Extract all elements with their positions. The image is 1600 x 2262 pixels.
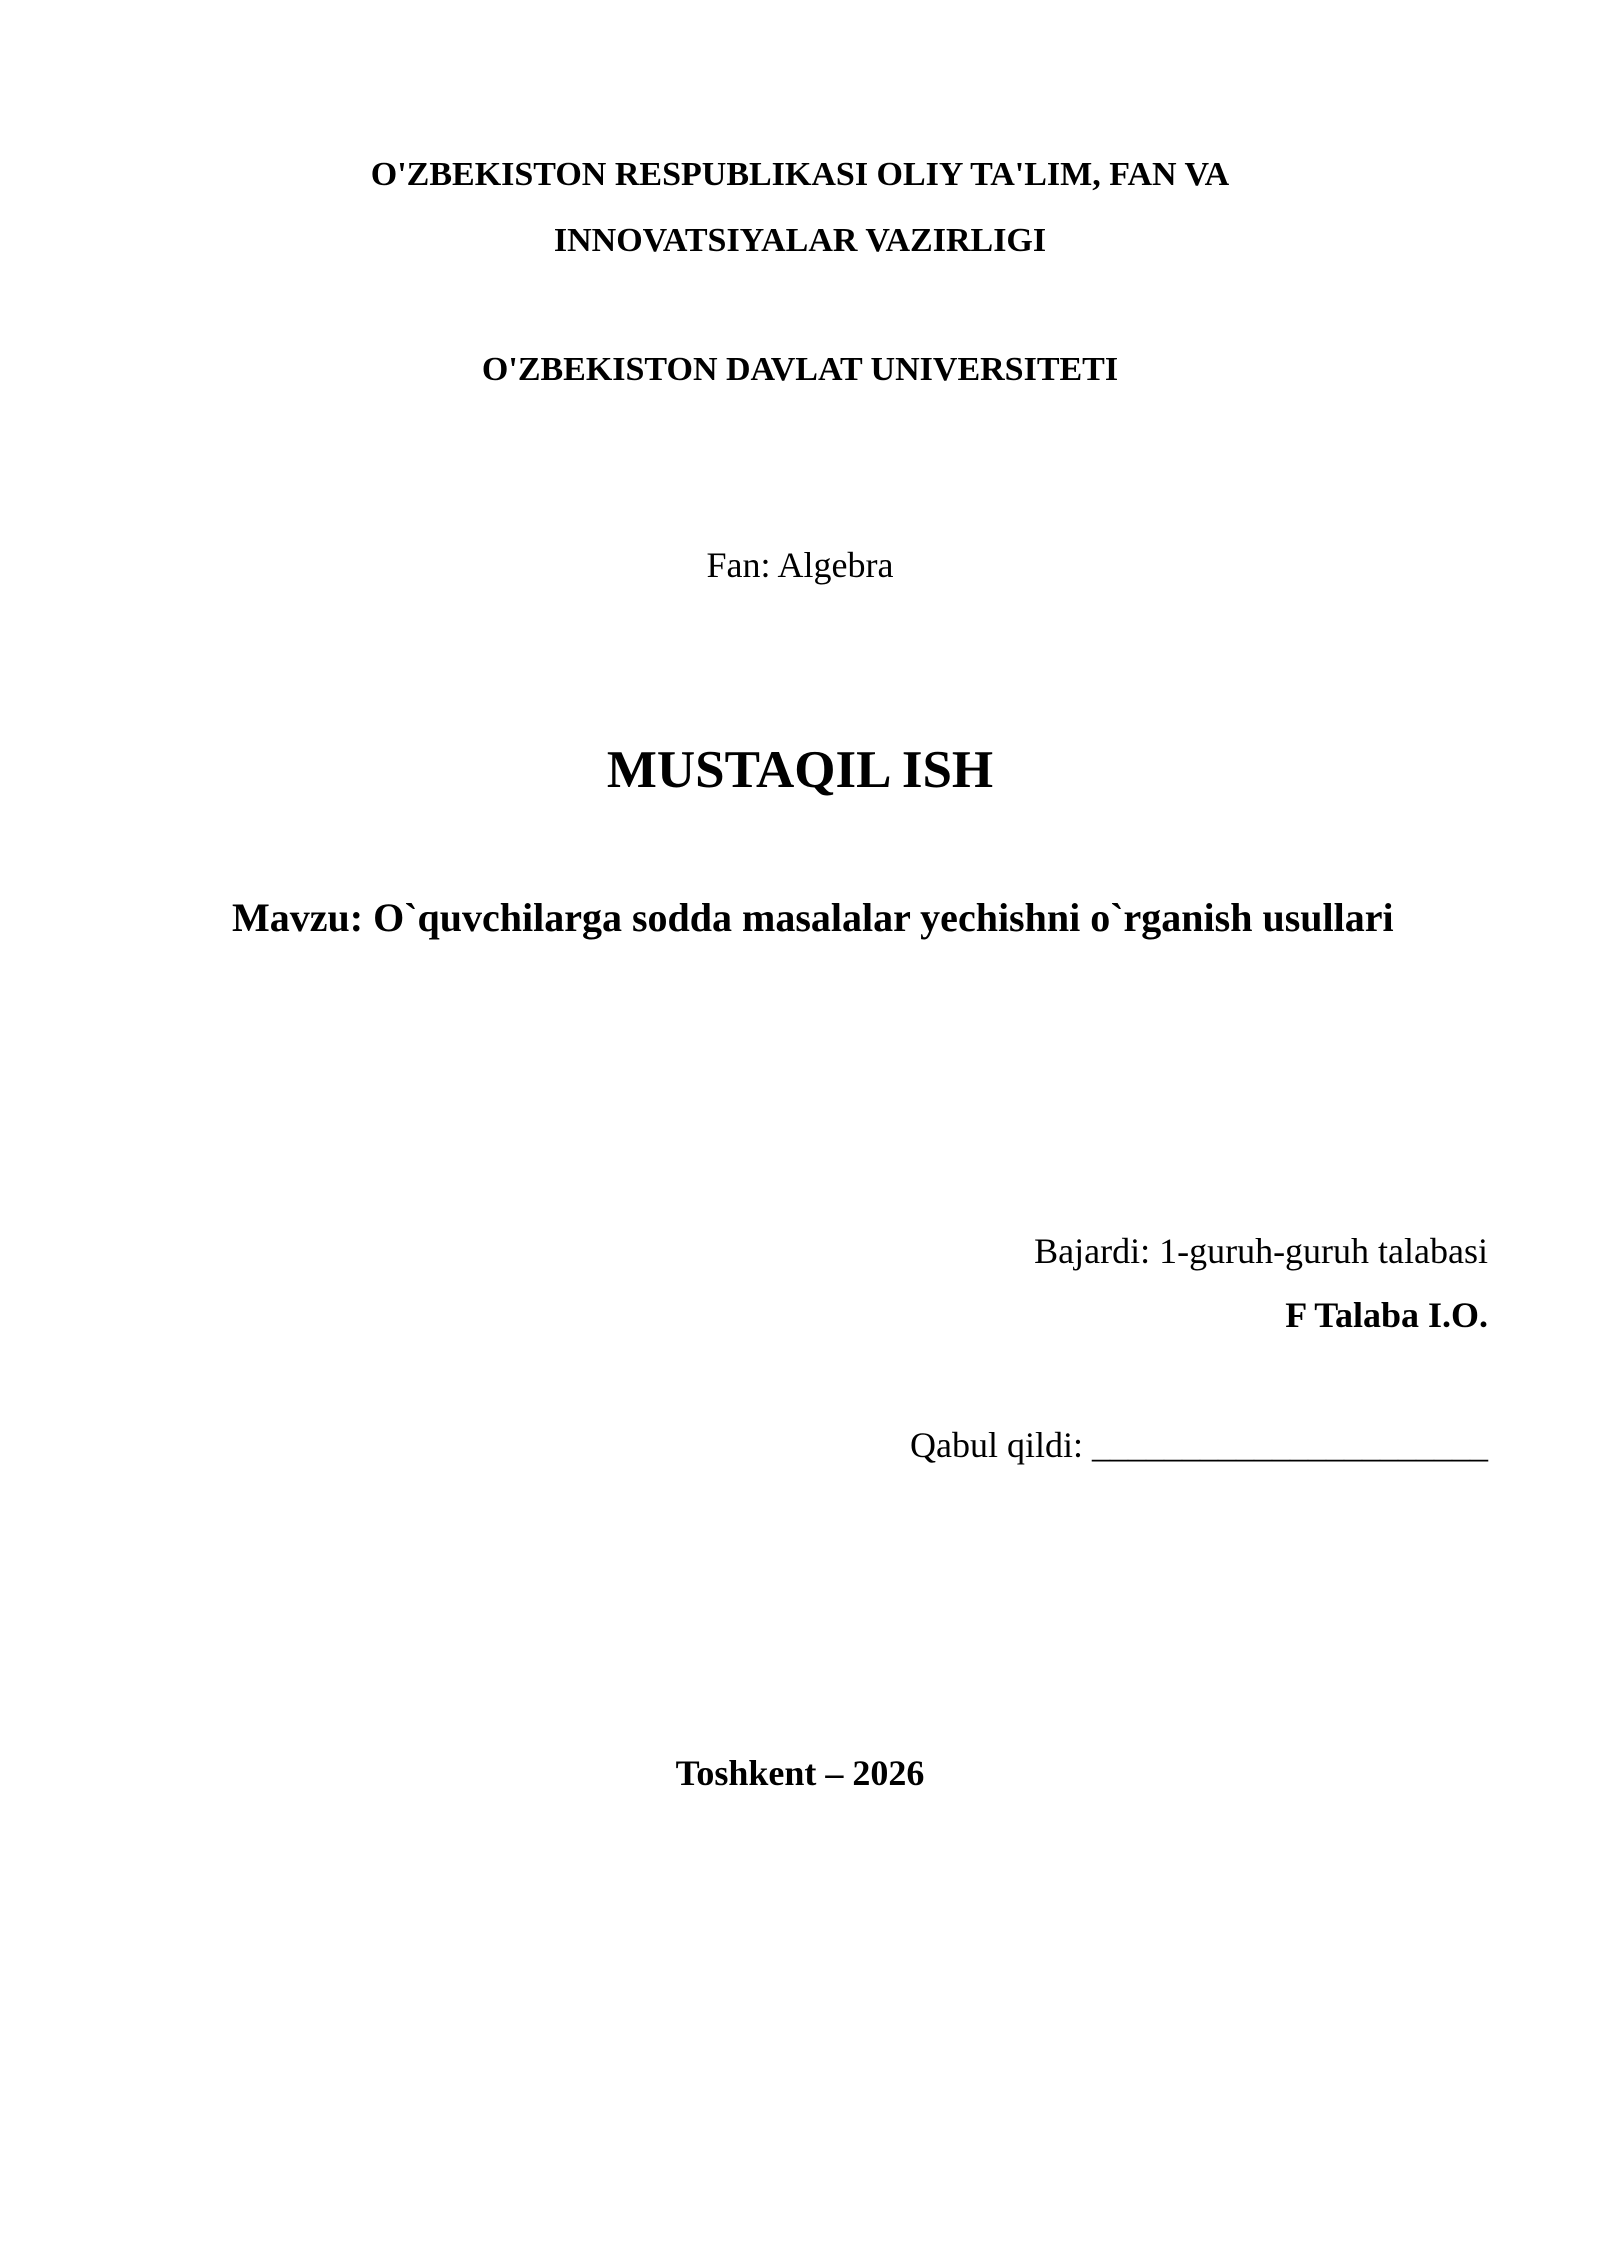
ministry-heading xyxy=(0,142,1600,274)
university-heading: O'ZBEKISTON DAVLAT UNIVERSITETI xyxy=(481,351,1119,388)
ministry-line-2: INNOVATSIYALAR VAZIRLIGI xyxy=(553,222,1047,259)
topic-line: Mavzu: O`quvchilarga sodda masalalar yechishni o`rganish usullari xyxy=(232,895,1394,940)
subject-line: Fan: Algebra xyxy=(706,545,894,585)
document-type-title: MUSTAQIL ISH xyxy=(606,741,994,799)
ministry-line-1: O'ZBEKISTON RESPUBLIKASI OLIY TA'LIM, FAN VA xyxy=(370,156,1230,193)
accepted-by-line: Qabul qildi: ______________________ xyxy=(910,1425,1488,1465)
city-year-footer: Toshkent – 2026 xyxy=(675,1753,925,1793)
performer-line: Bajardi: 1-guruh-guruh talabasi xyxy=(1034,1231,1488,1271)
student-name: F Talaba I.O. xyxy=(1285,1295,1488,1335)
